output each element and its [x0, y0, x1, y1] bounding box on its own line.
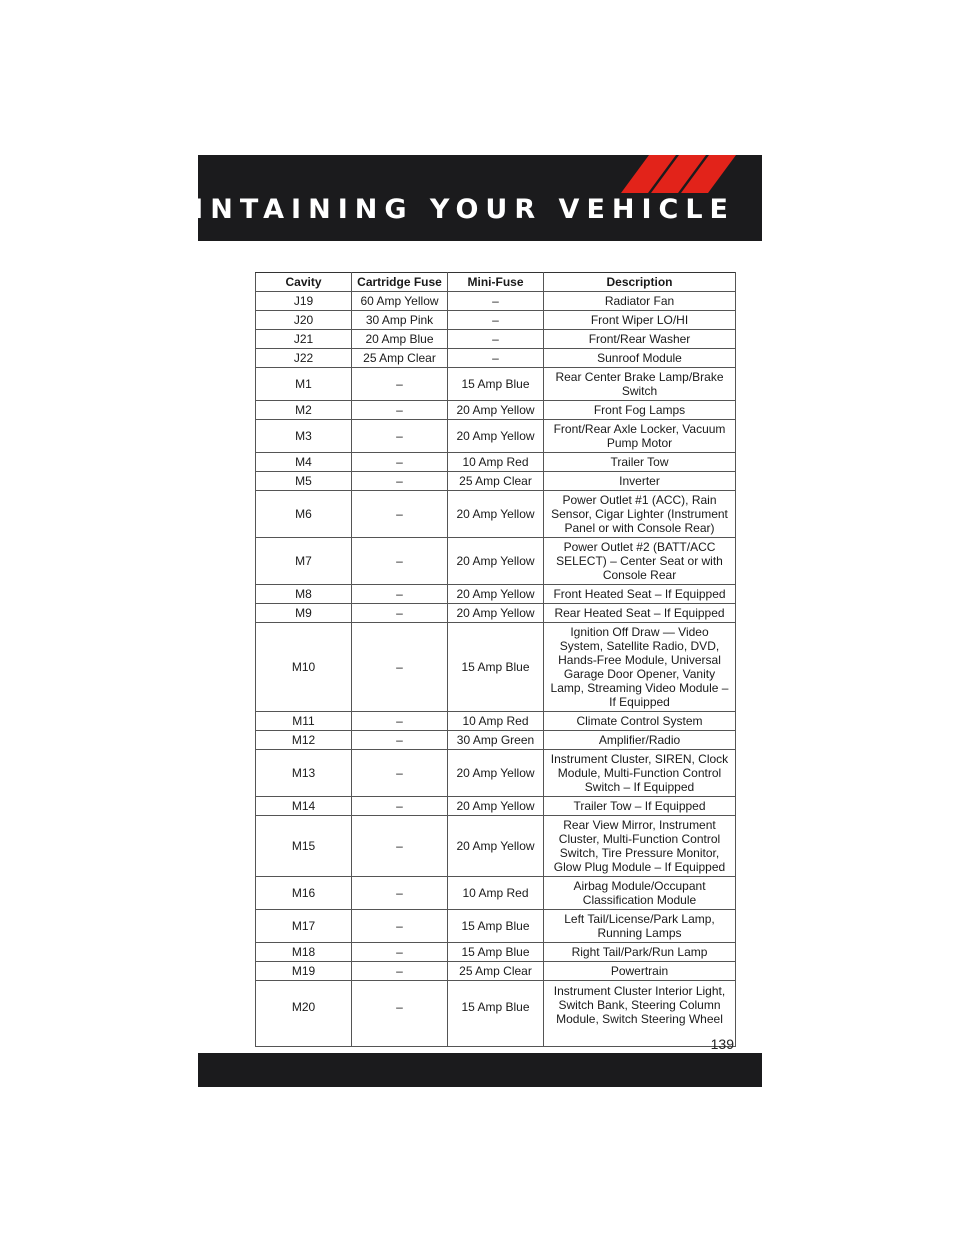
- cavity-cell: M1: [256, 368, 352, 401]
- cavity-cell: M6: [256, 491, 352, 538]
- table-row: [256, 401, 736, 420]
- cartridge-fuse-cell: –: [352, 368, 448, 401]
- cavity-cell: M19: [256, 962, 352, 981]
- cavity-cell: M10: [256, 623, 352, 712]
- description-cell: Rear Center Brake Lamp/Brake Switch: [544, 368, 736, 401]
- table-row: [256, 604, 736, 623]
- table-row: [256, 453, 736, 472]
- cavity-cell: M11: [256, 712, 352, 731]
- cavity-cell: M20: [256, 981, 352, 1047]
- description-cell: Left Tail/License/Park Lamp, Running Lamps: [544, 910, 736, 943]
- mini-fuse-cell: 25 Amp Clear: [448, 962, 544, 981]
- mini-fuse-cell: 20 Amp Yellow: [448, 750, 544, 797]
- cartridge-fuse-cell: –: [352, 797, 448, 816]
- cartridge-fuse-cell: 60 Amp Yellow: [352, 292, 448, 311]
- table-row: [256, 816, 736, 877]
- cavity-cell: J20: [256, 311, 352, 330]
- table-row: [256, 420, 736, 453]
- table-row: [256, 962, 736, 981]
- cavity-cell: M14: [256, 797, 352, 816]
- cavity-cell: M8: [256, 585, 352, 604]
- cavity-cell: J21: [256, 330, 352, 349]
- header-row: [256, 273, 736, 292]
- table-row: [256, 731, 736, 750]
- cavity-cell: M7: [256, 538, 352, 585]
- mini-fuse-cell: 25 Amp Clear: [448, 472, 544, 491]
- description-cell: Front/Rear Washer: [544, 330, 736, 349]
- cartridge-fuse-cell: –: [352, 623, 448, 712]
- table-row: [256, 349, 736, 368]
- cavity-cell: M2: [256, 401, 352, 420]
- cavity-cell: M18: [256, 943, 352, 962]
- mini-fuse-cell: –: [448, 311, 544, 330]
- mini-fuse-cell: 15 Amp Blue: [448, 910, 544, 943]
- cartridge-fuse-cell: –: [352, 401, 448, 420]
- description-cell: Front Wiper LO/HI: [544, 311, 736, 330]
- description-cell: Power Outlet #2 (BATT/ACC SELECT) – Center Seat or with Console Rear: [544, 538, 736, 585]
- cartridge-fuse-cell: 20 Amp Blue: [352, 330, 448, 349]
- table-row: [256, 910, 736, 943]
- description-cell: Inverter: [544, 472, 736, 491]
- description-cell: Amplifier/Radio: [544, 731, 736, 750]
- cartridge-fuse-cell: 25 Amp Clear: [352, 349, 448, 368]
- mini-fuse-cell: –: [448, 330, 544, 349]
- table-row: [256, 943, 736, 962]
- description-cell: Instrument Cluster Interior Light, Switch Bank, Steering Column Module, Switch Steering Wheel: [544, 981, 736, 1047]
- table-row: [256, 623, 736, 712]
- cartridge-fuse-cell: –: [352, 877, 448, 910]
- cartridge-fuse-cell: –: [352, 585, 448, 604]
- description-cell: Front/Rear Axle Locker, Vacuum Pump Motor: [544, 420, 736, 453]
- column-header-description: Description: [544, 273, 736, 292]
- description-cell: Right Tail/Park/Run Lamp: [544, 943, 736, 962]
- cartridge-fuse-cell: –: [352, 731, 448, 750]
- mini-fuse-cell: 20 Amp Yellow: [448, 816, 544, 877]
- mini-fuse-cell: –: [448, 349, 544, 368]
- description-cell: Powertrain: [544, 962, 736, 981]
- mini-fuse-cell: 15 Amp Blue: [448, 368, 544, 401]
- page-number: 139: [710, 1036, 734, 1052]
- description-cell: Front Heated Seat – If Equipped: [544, 585, 736, 604]
- cartridge-fuse-cell: –: [352, 981, 448, 1047]
- table-row: [256, 368, 736, 401]
- table-row: [256, 330, 736, 349]
- cartridge-fuse-cell: –: [352, 604, 448, 623]
- cavity-cell: M5: [256, 472, 352, 491]
- cavity-cell: M12: [256, 731, 352, 750]
- mini-fuse-cell: 10 Amp Red: [448, 453, 544, 472]
- cartridge-fuse-cell: –: [352, 712, 448, 731]
- description-cell: Instrument Cluster, SIREN, Clock Module, Multi-Function Control Switch – If Equipped: [544, 750, 736, 797]
- table-row: [256, 712, 736, 731]
- description-cell: Climate Control System: [544, 712, 736, 731]
- description-cell: Ignition Off Draw — Video System, Satellite Radio, DVD, Hands-Free Module, Universal Garage Door Opener, Vanity Lamp, Streaming Video Module – If Equipped: [544, 623, 736, 712]
- mini-fuse-cell: 10 Amp Red: [448, 877, 544, 910]
- cartridge-fuse-cell: 30 Amp Pink: [352, 311, 448, 330]
- column-header-cavity: Cavity: [256, 273, 352, 292]
- cartridge-fuse-cell: –: [352, 962, 448, 981]
- cartridge-fuse-cell: –: [352, 472, 448, 491]
- table-row: [256, 311, 736, 330]
- table-row: [256, 585, 736, 604]
- table-row: [256, 981, 736, 1047]
- mini-fuse-cell: –: [448, 292, 544, 311]
- description-cell: Rear Heated Seat – If Equipped: [544, 604, 736, 623]
- description-cell: Front Fog Lamps: [544, 401, 736, 420]
- footer-bar: [198, 1053, 762, 1087]
- cartridge-fuse-cell: –: [352, 420, 448, 453]
- section-header: [131, 155, 762, 241]
- table-row: [256, 797, 736, 816]
- description-cell: Sunroof Module: [544, 349, 736, 368]
- mini-fuse-cell: 15 Amp Blue: [448, 623, 544, 712]
- mini-fuse-cell: 20 Amp Yellow: [448, 538, 544, 585]
- mini-fuse-cell: 20 Amp Yellow: [448, 491, 544, 538]
- cavity-cell: M4: [256, 453, 352, 472]
- description-cell: Airbag Module/Occupant Classification Module: [544, 877, 736, 910]
- table-row: [256, 877, 736, 910]
- mini-fuse-cell: 10 Amp Red: [448, 712, 544, 731]
- cavity-cell: J22: [256, 349, 352, 368]
- column-header-cartridge-fuse: Cartridge Fuse: [352, 273, 448, 292]
- description-cell: Radiator Fan: [544, 292, 736, 311]
- cartridge-fuse-cell: –: [352, 453, 448, 472]
- description-cell: Power Outlet #1 (ACC), Rain Sensor, Cigar Lighter (Instrument Panel or with Console Rear): [544, 491, 736, 538]
- table-header: [256, 273, 736, 292]
- description-cell: Trailer Tow: [544, 453, 736, 472]
- cavity-cell: M15: [256, 816, 352, 877]
- description-cell: Trailer Tow – If Equipped: [544, 797, 736, 816]
- mini-fuse-cell: 20 Amp Yellow: [448, 797, 544, 816]
- cartridge-fuse-cell: –: [352, 910, 448, 943]
- mini-fuse-cell: 15 Amp Blue: [448, 981, 544, 1047]
- cavity-cell: M16: [256, 877, 352, 910]
- cavity-cell: M13: [256, 750, 352, 797]
- cartridge-fuse-cell: –: [352, 538, 448, 585]
- cartridge-fuse-cell: –: [352, 491, 448, 538]
- cartridge-fuse-cell: –: [352, 943, 448, 962]
- description-cell: Rear View Mirror, Instrument Cluster, Multi-Function Control Switch, Tire Pressure Monitor, Glow Plug Module – If Equipped: [544, 816, 736, 877]
- table-body: [256, 292, 736, 1047]
- table-row: [256, 472, 736, 491]
- mini-fuse-cell: 15 Amp Blue: [448, 943, 544, 962]
- column-header-mini-fuse: Mini-Fuse: [448, 273, 544, 292]
- table-row: [256, 491, 736, 538]
- table-row: [256, 538, 736, 585]
- cavity-cell: M9: [256, 604, 352, 623]
- mini-fuse-cell: 20 Amp Yellow: [448, 420, 544, 453]
- mini-fuse-cell: 20 Amp Yellow: [448, 401, 544, 420]
- section-title: MAINTAINING YOUR VEHICLE: [131, 194, 735, 225]
- cartridge-fuse-cell: –: [352, 750, 448, 797]
- cartridge-fuse-cell: –: [352, 816, 448, 877]
- cavity-cell: J19: [256, 292, 352, 311]
- table-row: [256, 750, 736, 797]
- fuse-table: [255, 272, 736, 1047]
- mini-fuse-cell: 20 Amp Yellow: [448, 604, 544, 623]
- mini-fuse-cell: 20 Amp Yellow: [448, 585, 544, 604]
- table-row: [256, 292, 736, 311]
- cavity-cell: M3: [256, 420, 352, 453]
- cavity-cell: M17: [256, 910, 352, 943]
- mini-fuse-cell: 30 Amp Green: [448, 731, 544, 750]
